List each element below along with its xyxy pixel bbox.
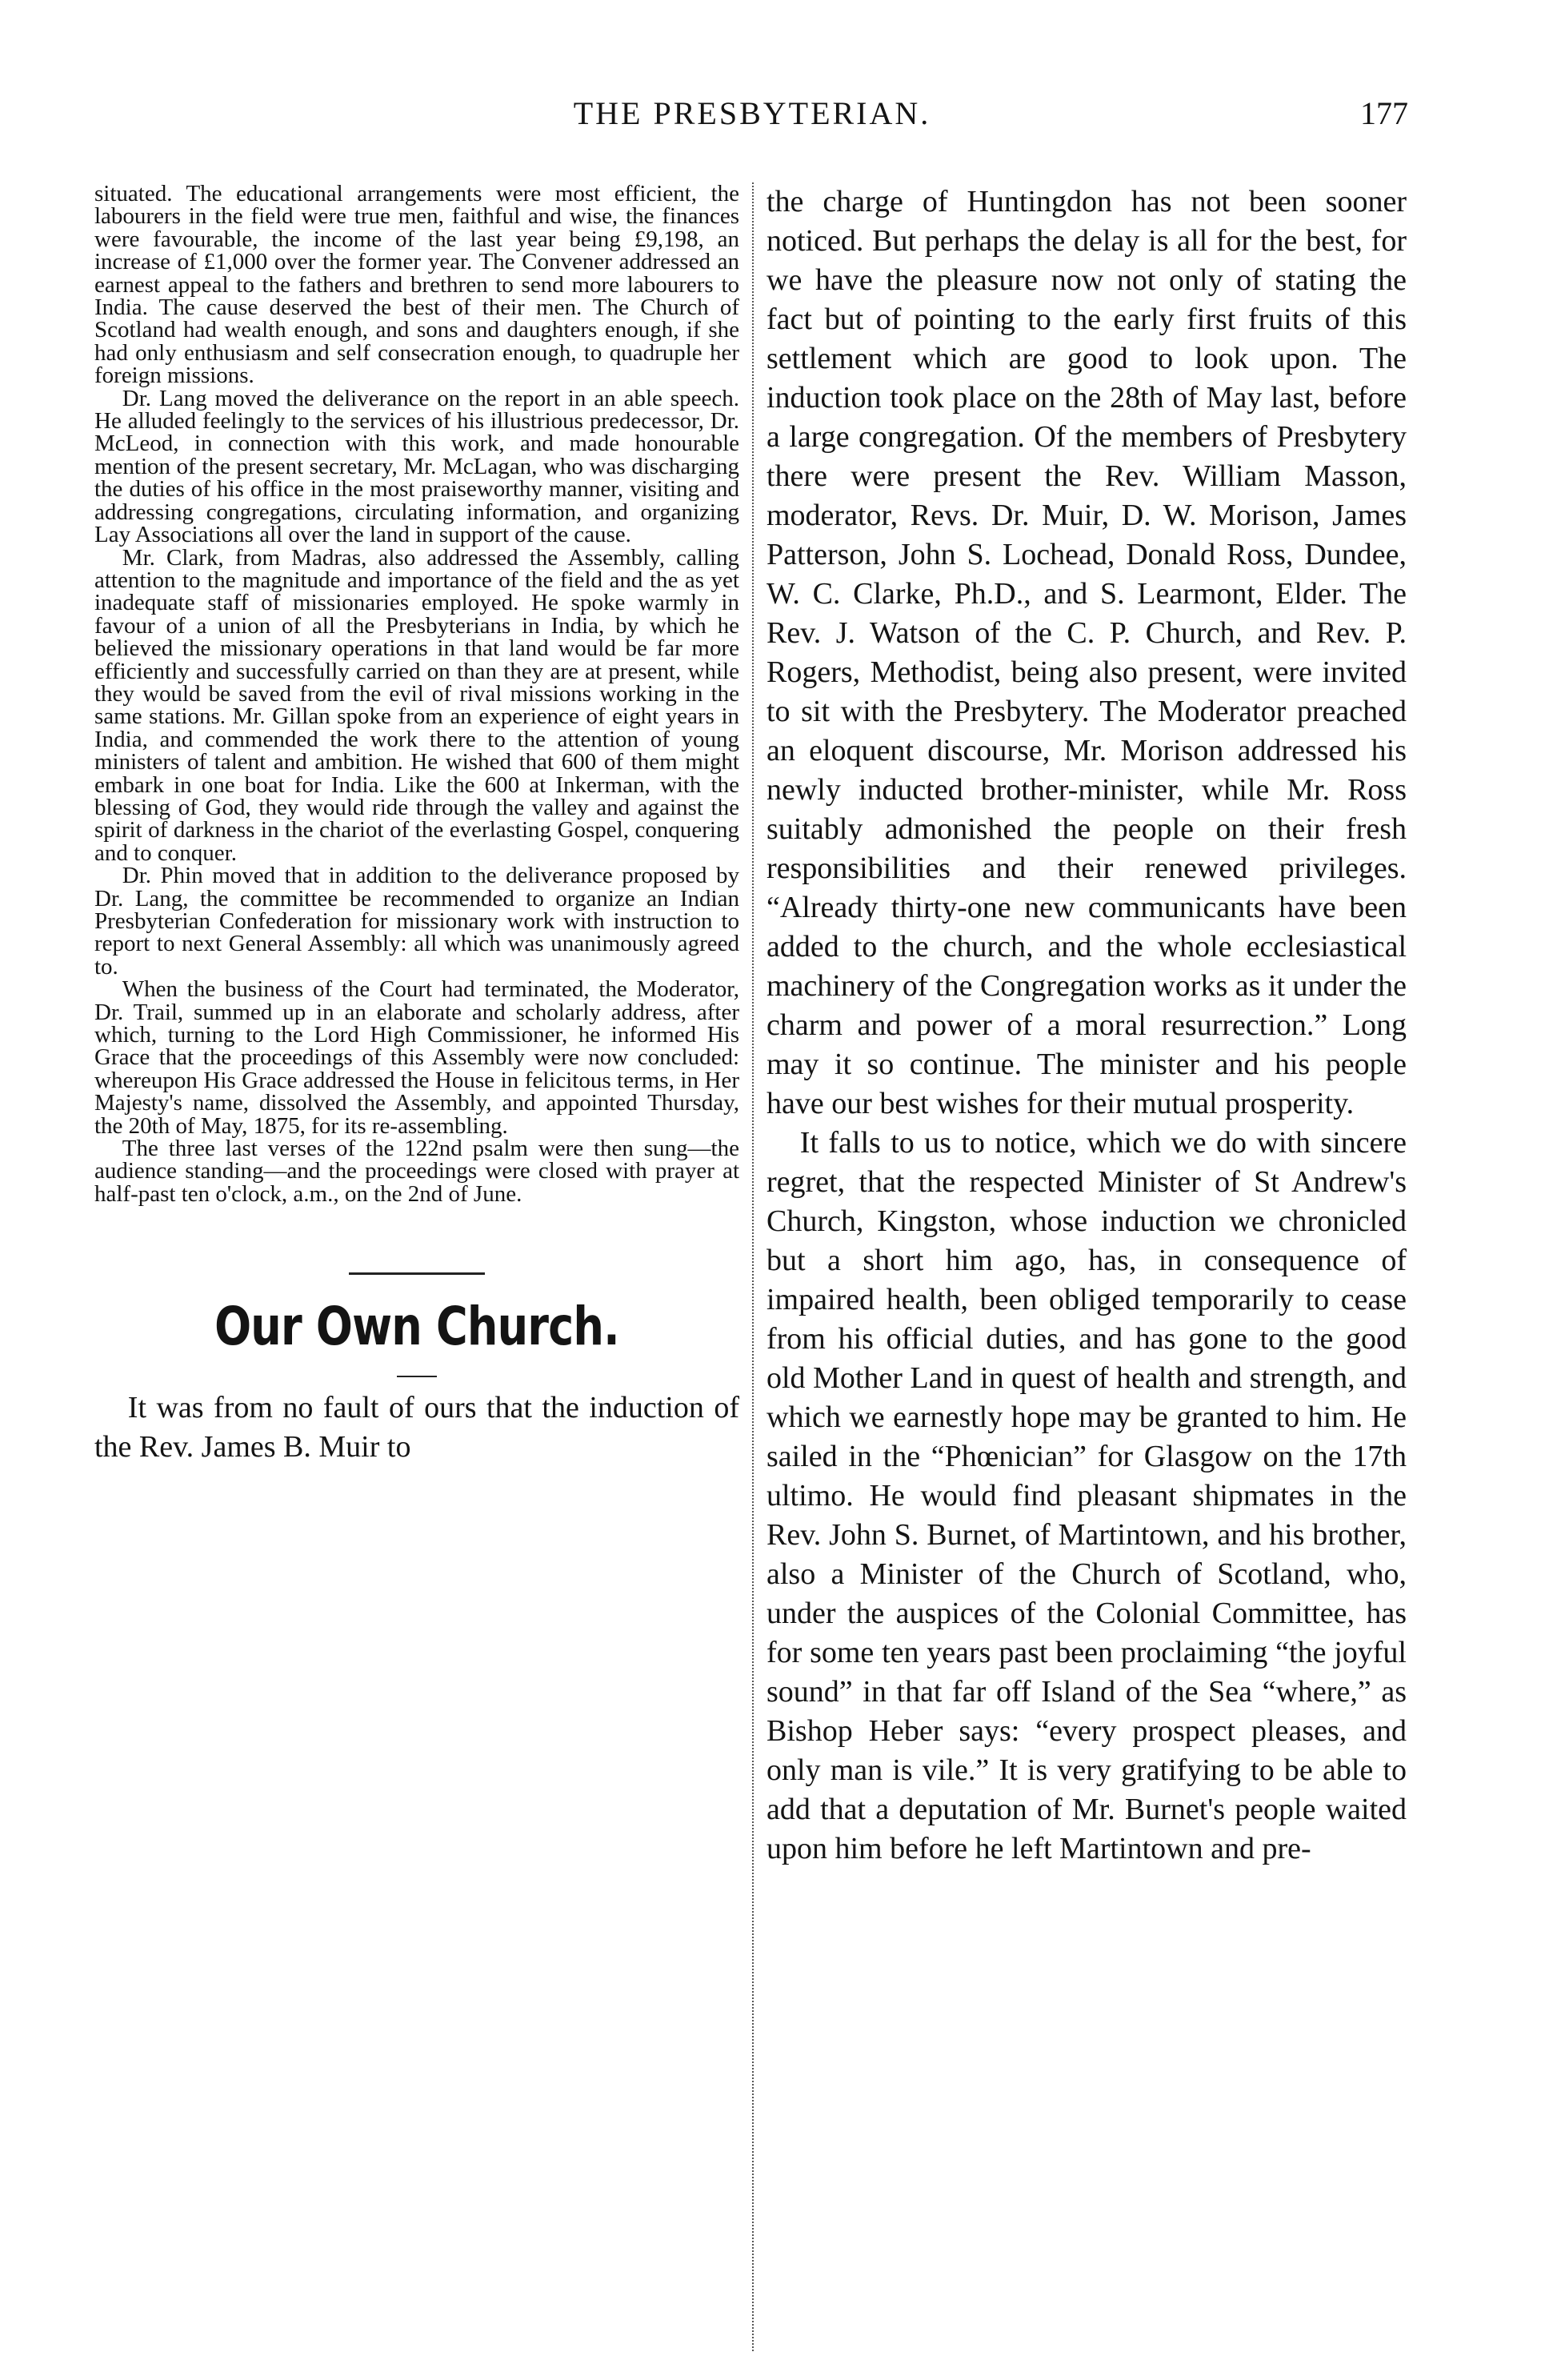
section-rule-short: [397, 1376, 437, 1377]
section-opening: [94, 1388, 739, 1467]
paragraph: Dr. Lang moved the deliverance on the report in an able speech. He alluded feelingly to the services of his illustrious predecessor, Dr. McLeod, in connection with this work, and made honourable mention of the present secretary, Mr. McLagan, who was discharging the duties of his office in the most praiseworthy manner, visiting and addressing congregations, circulating information, and organizing Lay Associations all over the land in support of the cause.: [94, 385, 739, 548]
section-rule: [349, 1272, 485, 1275]
left-column: [94, 182, 739, 1467]
paragraph: Dr. Phin moved that in addition to the deliverance proposed by Dr. Lang, the committee be recommended to organize an Indian Presbyterian Confederation for missionary work with instruction to report to next General Assembly: all which was unanimously agreed to.: [94, 863, 739, 980]
section-title: Our Own Church.: [214, 1296, 619, 1358]
paragraph: The three last verses of the 122nd psalm were then sung—the audience standing—and the proceedings were closed with prayer at half-past ten o'clock, a.m., on the 2nd of June.: [94, 1136, 739, 1207]
paragraph: It was from no fault of ours that the induction of the Rev. James B. Muir to: [94, 1391, 739, 1464]
paragraph: the charge of Huntingdon has not been sooner noticed. But perhaps the delay is all for the best, for we have the pleasure now not only of stating the fact but of pointing to the early first fruits of this settlement which are good to look upon. The induction took place on the 28th of May last, before a large congregation. Of the members of Presbytery there were present the Rev. William Masson, moderator, Revs. Dr. Muir, D. W. Morison, James Patterson, John S. Lochead, Donald Ross, Dundee, W. C. Clarke, Ph.D., and S. Learmont, Elder. The Rev. J. Watson of the C. P. Church, and Rev. P. Rogers, Methodist, being also present, were invited to sit with the Presbytery. The Moderator preached an eloquent discourse, Mr. Morison addressed his newly inducted brother-minister, while Mr. Ross suitably admonished the people on their fresh responsibilities and their renewed privileges. “Already thirty-one new communicants have been added to the church, and the whole ecclesiastical machinery of the Congregation works as it under the charm and power of a moral resurrection.” Long may it so continue. The minister and his people have our best wishes for their mutual prosperity.: [766, 185, 1407, 1120]
paragraph: When the business of the Court had terminated, the Moderator, Dr. Trail, summed up in an elaborate and scholarly address, after which, turning to the Lord High Commissioner, he informed His Grace that the proceedings of this Assembly were now concluded: whereupon His Grace addressed the House in felicitous terms, in Her Majesty's name, dissolved the Assembly, and appointed Thursday, the 20th of May, 1875, for its re-assembling.: [94, 976, 739, 1139]
paragraph: situated. The educational arrangements were most efficient, the labourers in the field were true men, faithful and wise, the finances were favourable, the income of the last year being £9,198, an increase of £1,000 over the former year. The Convener addressed an earnest appeal to the fathers and brethren to send more labourers to India. The cause deserved the best of their men. The Church of Scotland had wealth enough, and sons and daughters enough, if she had only enthusiasm and self consecration enough, to quadruple her foreign missions.: [94, 181, 739, 389]
assembly-report: [94, 182, 739, 1205]
page-number: 177: [1360, 95, 1408, 131]
right-column: [766, 182, 1407, 1869]
column-divider: [752, 182, 754, 2351]
running-title: THE PRESBYTERIAN.: [573, 95, 931, 131]
paragraph: It falls to us to notice, which we do with sincere regret, that the respected Minister of St Andrew's Church, Kingston, whose induction we chronicled but a short him ago, has, in consequence of impaired health, been obliged temporarily to cease from his official duties, and has gone to the good old Mother Land in quest of health and strength, and which we earnestly hope may be granted to him. He sailed in the “Phœnician” for Glasgow on the 17th ultimo. He would find pleasant shipmates in the Rev. John S. Burnet, of Martintown, and his brother, also a Minister of the Church of Scotland, who, under the auspices of the Colonial Committee, has for some ten years past been proclaiming “the joyful sound” in that far off Island of the Sea “where,” as Bishop Heber says: “every prospect pleases, and only man is vile.” It is very gratifying to be able to add that a deputation of Mr. Burnet's people waited upon him before he left Martintown and pre-: [766, 1126, 1407, 1865]
paragraph: Mr. Clark, from Madras, also addressed the Assembly, calling attention to the magnitude and importance of the field and the as yet inadequate staff of missionaries employed. He spoke warmly in favour of a union of all the Presbyterians in India, by which he believed the missionary operations in that land would be far more efficiently and successfully carried on than they are at present, while they would be saved from the evil of rival missions working in the same stations. Mr. Gillan spoke from an experience of eight years in India, and commended the work there to the attention of young ministers of talent and ambition. He wished that 600 of them might embark in one boat for India. Like the 600 at Inkerman, with the blessing of God, they would ride through the valley and against the spirit of darkness in the chariot of the everlasting Gospel, conquering and to conquer.: [94, 544, 739, 866]
page-header: [96, 90, 1408, 146]
